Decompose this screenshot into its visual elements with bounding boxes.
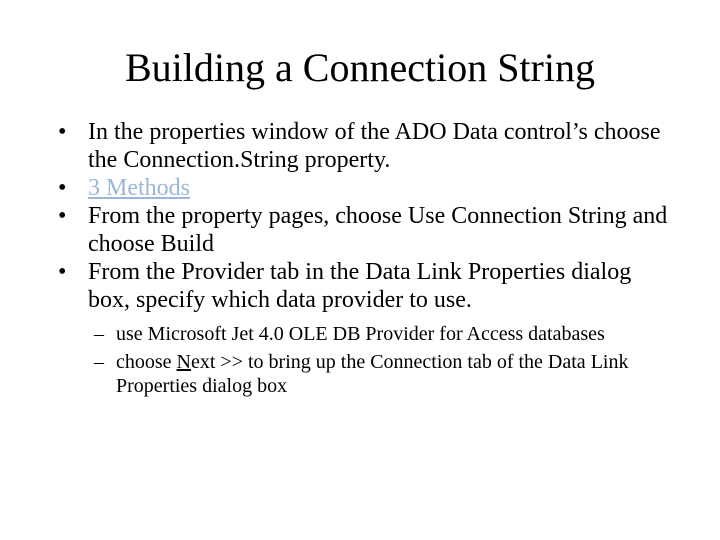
sub-bullet-dash: – [94, 323, 104, 345]
bullet-item [56, 118, 676, 174]
bullet-text: In the properties window of the ADO Data control’s choose the Connection.String property. [88, 119, 661, 173]
bullet-dot: • [58, 119, 67, 145]
bullet-list [56, 118, 676, 402]
bullet-item [56, 174, 676, 202]
slide-title: Building a Connection String [125, 45, 595, 90]
bullet-dot: • [58, 175, 67, 201]
sub-bullet-text-after: ext >> to bring up the Connection tab of the Data Link Properties dialog box [116, 351, 629, 397]
sub-bullet-list [84, 322, 672, 398]
bullet-text: From the property pages, choose Use Connection String and choose Build [88, 203, 668, 257]
sub-bullet-item [84, 322, 672, 346]
methods-link[interactable]: 3 Methods [88, 175, 190, 201]
bullet-dot: • [58, 203, 67, 229]
sub-bullet-item [84, 350, 672, 398]
mnemonic-underline: N [176, 351, 191, 373]
sub-bullet-text-before: choose [116, 351, 177, 373]
bullet-item [56, 202, 676, 258]
bullet-dot: • [58, 259, 67, 285]
sub-bullet-text: use Microsoft Jet 4.0 OLE DB Provider for Access databases [116, 323, 605, 345]
sub-bullet-dash: – [94, 351, 104, 373]
bullet-text: From the Provider tab in the Data Link Properties dialog box, specify which data provider to use. [88, 259, 632, 313]
bullet-item [56, 258, 676, 398]
